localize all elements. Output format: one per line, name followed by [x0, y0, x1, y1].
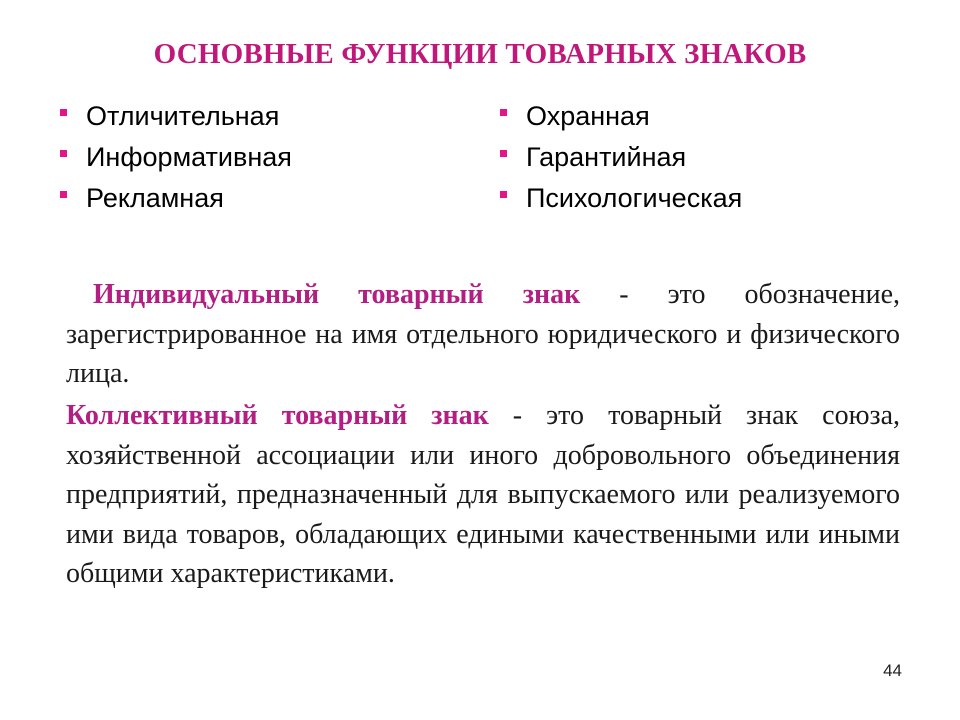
square-bullet-icon — [500, 191, 507, 198]
square-bullet-icon — [60, 150, 67, 157]
list-item — [60, 98, 292, 139]
function-label: Отличительная — [86, 101, 280, 131]
function-label: Информативная — [86, 142, 292, 172]
square-bullet-icon — [500, 109, 507, 116]
function-label: Психологическая — [526, 183, 743, 213]
definition-term: Коллективный товарный знак — [66, 400, 489, 431]
definition-text: - это обозначение, зарегистрированное на имя отдельного юридического и физического лица. — [66, 279, 900, 389]
function-label: Охранная — [526, 101, 650, 131]
slide-title: ОСНОВНЫЕ ФУНКЦИИ ТОВАРНЫХ ЗНАКОВ — [153, 38, 807, 70]
list-item — [500, 98, 742, 139]
functions-list-right — [500, 98, 742, 221]
function-label: Рекламная — [86, 183, 224, 213]
list-item — [60, 139, 292, 180]
functions-list-left — [60, 98, 292, 221]
definition-text: - это товарный знак союза, хозяйственной ассоциации или иного добровольного объединения предприятий, предназначенный для выпускаемого или реализуемого ими вида товаров, обладающих едиными качественными или иными общими характеристиками. — [66, 400, 901, 589]
function-label: Гарантийная — [526, 142, 687, 172]
list-item — [500, 180, 742, 221]
list-item — [60, 180, 292, 221]
definition-term: Индивидуальный товарный знак — [93, 279, 581, 310]
definition-individual — [66, 275, 900, 394]
page-number: 44 — [883, 661, 902, 680]
square-bullet-icon — [500, 150, 507, 157]
square-bullet-icon — [60, 109, 67, 116]
definition-collective — [66, 396, 900, 594]
square-bullet-icon — [60, 191, 67, 198]
list-item — [500, 139, 742, 180]
